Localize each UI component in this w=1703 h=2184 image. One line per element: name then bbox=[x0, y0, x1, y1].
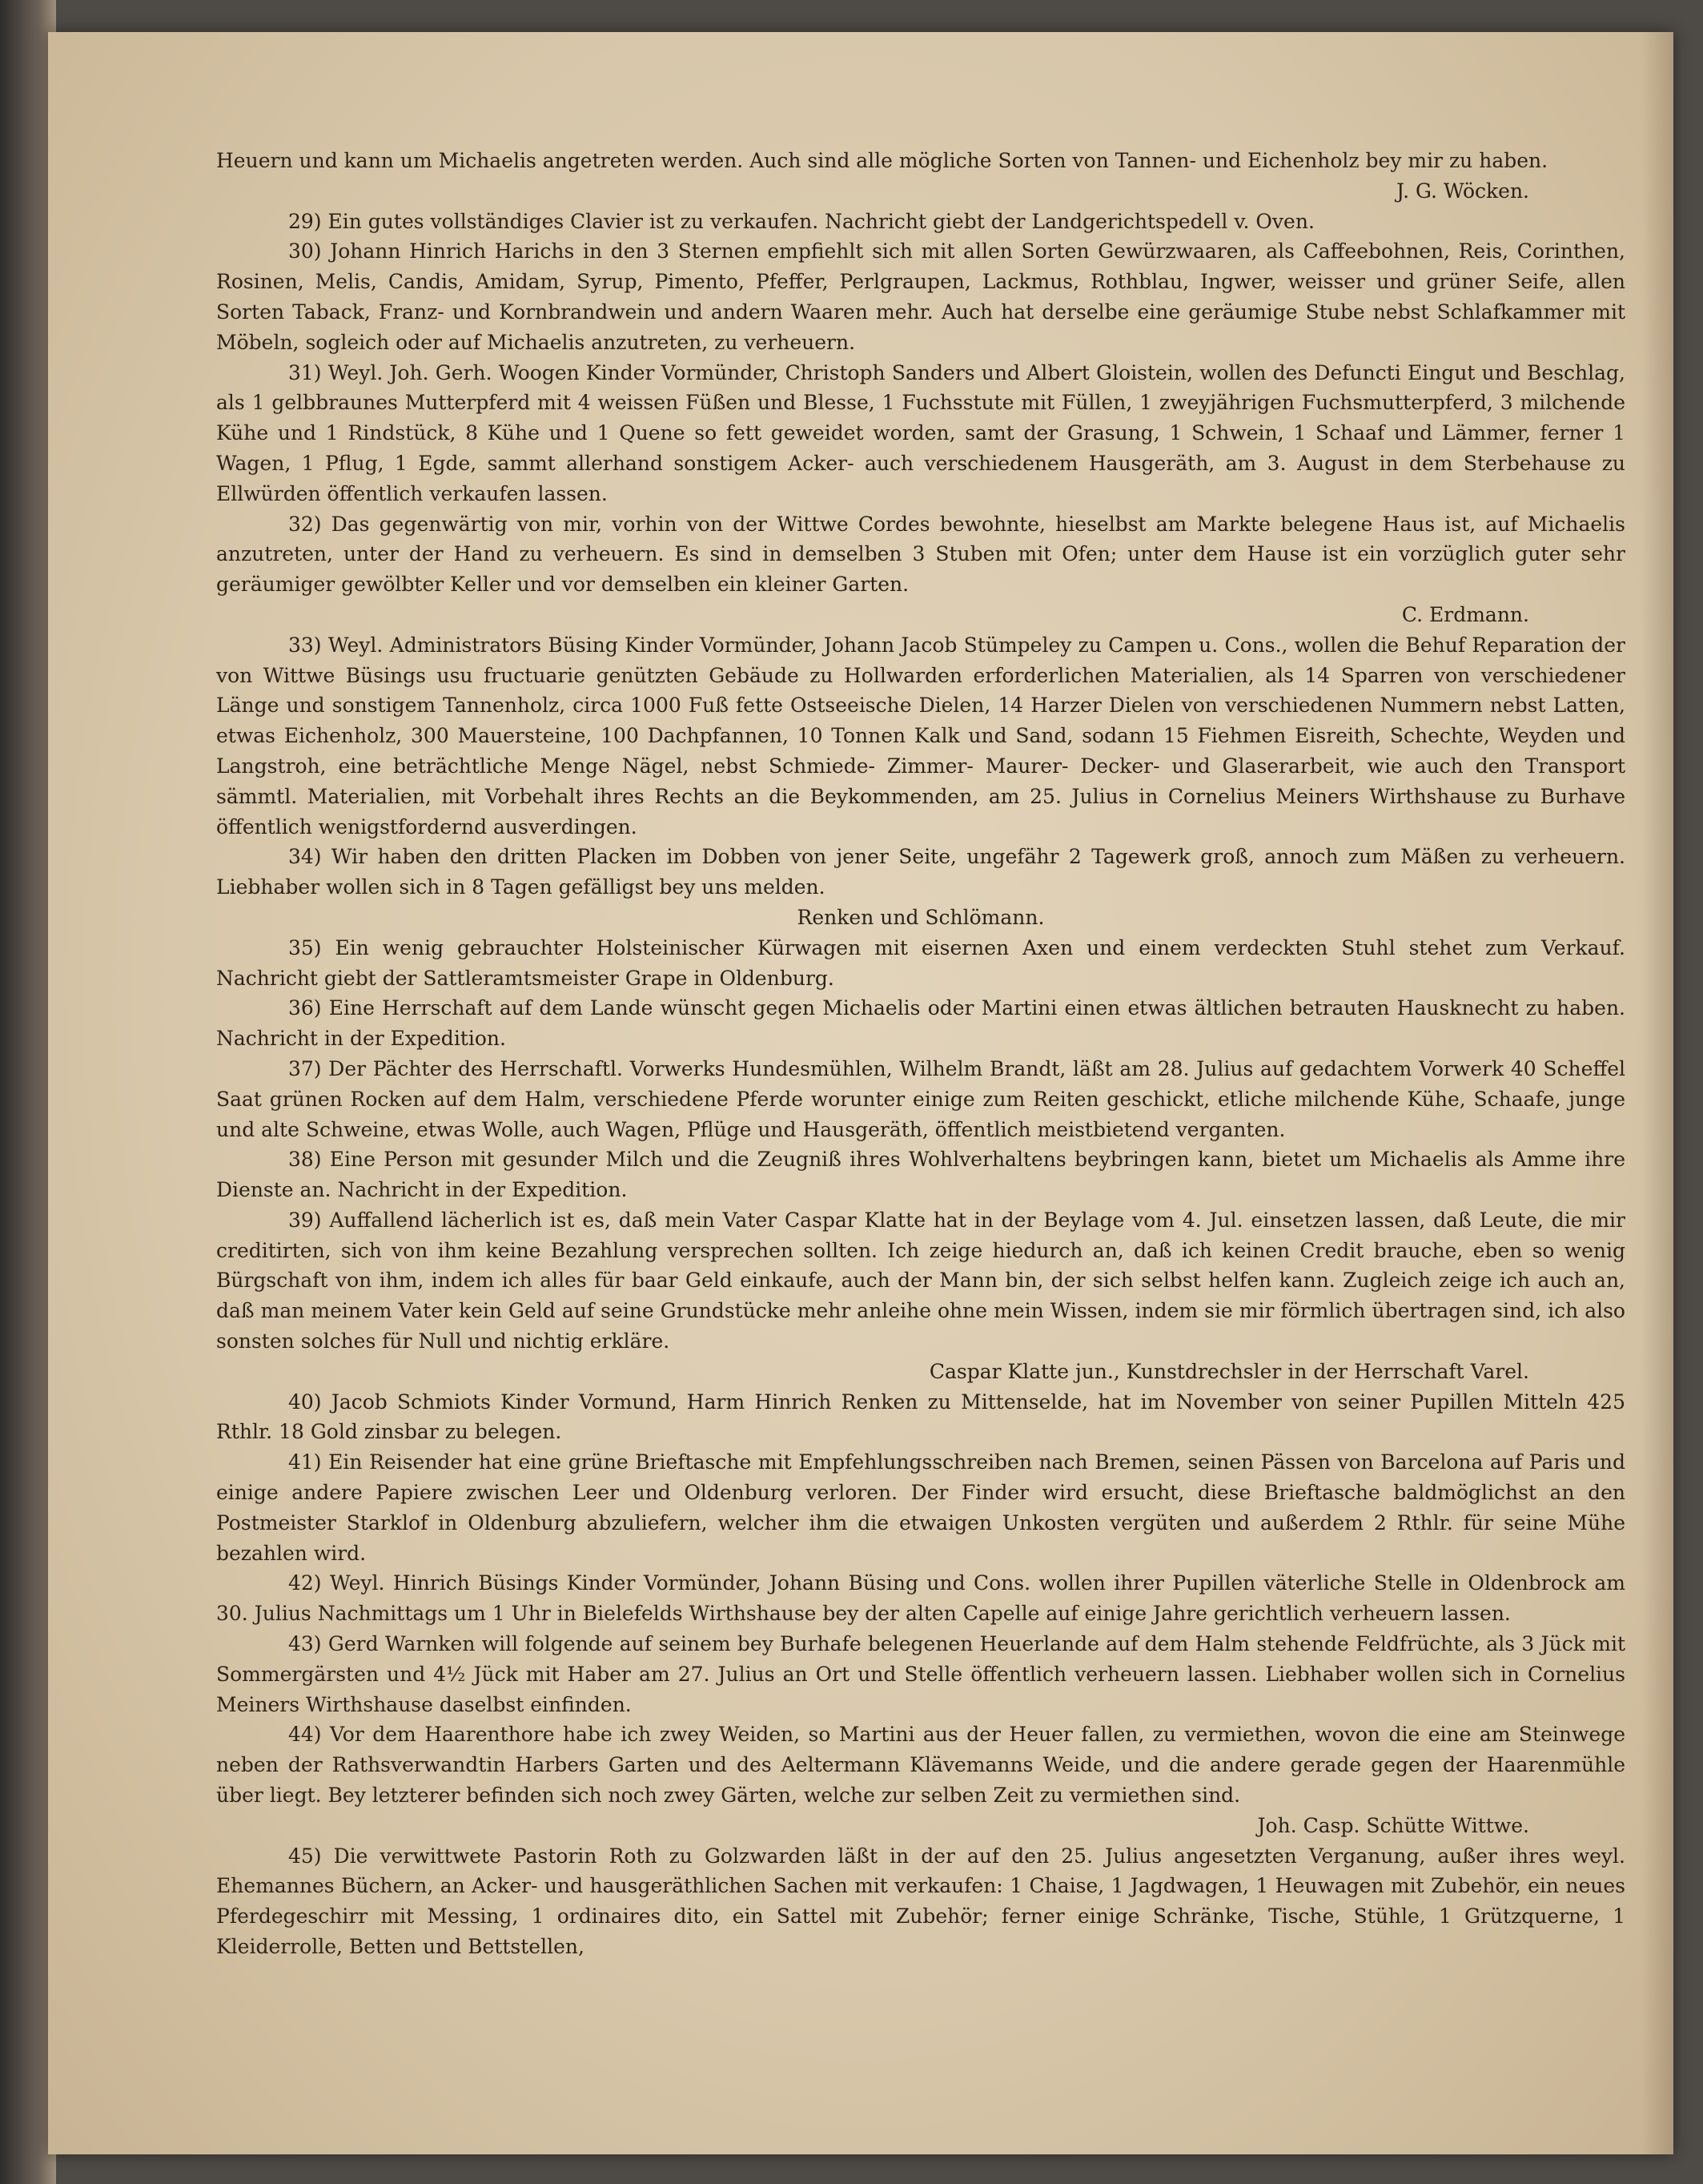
notice-text: 42) Weyl. Hinrich Büsings Kinder Vormünder, Johann Büsing und Cons. wollen ihrer Pupillen väterliche Stelle in Oldenbrock am 30. Julius Nachmittags um 1 Uhr in Bielefelds Wirthshause bey der alten Capelle auf einige Jahre gerichtlich verheuern lassen. bbox=[216, 1571, 1625, 1626]
notice-signature: Caspar Klatte jun., Kunstdrechsler in der Herrschaft Varel. bbox=[929, 1359, 1529, 1383]
notice-signature: J. G. Wöcken. bbox=[1396, 179, 1529, 203]
notice-text: 36) Eine Herrschaft auf dem Lande wünscht gegen Michaelis oder Martini einen etwas ältlichen betrauten Hausknecht zu haben. Nachricht in der Expedition. bbox=[216, 996, 1625, 1051]
notice-text: 43) Gerd Warnken will folgende auf seinem bey Burhafe belegenen Heuerlande auf dem Halm stehende Feldfrüchte, als 3 Jück mit Sommergärsten und 4½ Jück mit Haber am 27. Julius an Ort und Stelle öffentlich verheuern lassen. Liebhaber wollen sich in Cornelius Meiners Wirthshause daselbst einfinden. bbox=[216, 1632, 1625, 1716]
notice-text: 37) Der Pächter des Herrschaftl. Vorwerks Hundesmühlen, Wilhelm Brandt, läßt am 28. Julius auf gedachtem Vorwerk 40 Scheffel Saat grünen Rocken auf dem Halm, verschiedene Pferde worunter einige zum Reiten geschickt, etliche milchende Kühe, Schaafe, junge und alte Schweine, etwas Wolle, auch Wagen, Pflüge und Hausgeräth, öffentlich meistbietend verganten. bbox=[216, 1056, 1625, 1141]
notice-entry bbox=[216, 1568, 1625, 1629]
notice-entry bbox=[216, 1387, 1625, 1448]
notice-signature: Renken und Schlömann. bbox=[797, 905, 1045, 929]
notice-text: 38) Eine Person mit gesunder Milch und die Zeugniß ihres Wohlverhaltens beybringen kann, bietet um Michaelis als Amme ihre Dienste an. Nachricht in der Expedition. bbox=[216, 1148, 1625, 1202]
notice-text: 45) Die verwittwete Pastorin Roth zu Golzwarden läßt in der auf den 25. Julius angesetzten Verganung, außer ihres weyl. Ehemannes Büchern, an Acker- und hausgeräthlichen Sachen mit verkaufen: 1 Chaise, 1 Jagdwagen, 1 Heuwagen mit Zubehör, ein neues Pferdegeschirr mit Messing, 1 ordinaires dito, ein Sattel mit Zubehör; ferner einige Schränke, Tische, Stühle, 1 Grützquerne, 1 Kleiderrolle, Betten und Bettstellen, bbox=[216, 1844, 1625, 1959]
notice-text: 41) Ein Reisender hat eine grüne Brieftasche mit Empfehlungsschreiben nach Bremen, seinen Pässen von Barcelona auf Paris und einige andere Papiere zwischen Leer und Oldenburg verloren. Der Finder wird ersucht, diese Brieftasche baldmöglichst an den Postmeister Starklof in Oldenburg abzuliefern, welcher ihm die etwaigen Unkosten vergüten und außerdem 2 Rthlr. für seine Mühe bezahlen wird. bbox=[216, 1450, 1625, 1565]
notice-entry bbox=[216, 630, 1625, 843]
notice-entry bbox=[216, 509, 1625, 600]
notice-entry bbox=[216, 993, 1625, 1054]
notice-text: 40) Jacob Schmiots Kinder Vormund, Harm Hinrich Renken zu Mittenselde, hat im November von seiner Pupillen Mitteln 425 Rthlr. 18 Gold zinsbar zu belegen. bbox=[216, 1390, 1625, 1444]
notice-entry bbox=[216, 1447, 1625, 1568]
notice-text: 35) Ein wenig gebrauchter Holsteinischer Kürwagen mit eisernen Axen und einem verdeckten Stuhl stehet zum Verkauf. Nachricht giebt der Sattleramtsmeister Grape in Oldenburg. bbox=[216, 935, 1625, 990]
notice-text: 31) Weyl. Joh. Gerh. Woogen Kinder Vormünder, Christoph Sanders und Albert Gloistein, wollen des Defuncti Eingut und Beschlag, als 1 gelbbraunes Mutterpferd mit 4 weissen Füßen und Blesse, 1 Fuchsstute mit Füllen, 1 zweyjährigen Fuchsmutterpferd, 3 milchende Kühe und 1 Rindstück, 8 Kühe und 1 Quene so fett geweidet worden, samt der Grasung, 1 Schwein, 1 Schaaf und Lämmer, ferner 1 Wagen, 1 Pflug, 1 Egde, sammt allerhand sonstigem Acker- auch verschiedenem Hausgeräth, am 3. August in dem Sterbehause zu Ellwürden öffentlich verkaufen lassen. bbox=[216, 360, 1625, 505]
notice-text: 39) Auffallend lächerlich ist es, daß mein Vater Caspar Klatte hat in der Beylage vom 4. Jul. einsetzen lassen, daß Leute, die mir creditirten, sich von ihm keine Bezahlung versprechen sollten. Ich zeige hiedurch an, daß ich keinen Credit brauche, eben so wenig Bürgschaft von ihm, indem ich alles für baar Geld einkaufe, auch der Mann bin, der sich selbst helfen kann. Zugleich zeige ich auch an, daß man meinem Vater kein Geld auf seine Grundstücke mehr anleihe ohne mein Wissen, indem sie mir förmlich übertragen sind, ich also sonsten solches für Null und nichtig erkläre. bbox=[216, 1208, 1625, 1353]
notice-entry bbox=[216, 236, 1625, 357]
notice-text: 32) Das gegenwärtig von mir, vorhin von der Wittwe Cordes bewohnte, hieselbst am Markte belegene Haus ist, auf Michaelis anzutreten, unter der Hand zu verheuern. Es sind in demselben 3 Stuben mit Ofen; unter dem Hause ist ein vorzüglich guter sehr geräumiger gewölbter Keller und vor demselben ein kleiner Garten. bbox=[216, 512, 1625, 597]
notice-signature: C. Erdmann. bbox=[1401, 602, 1529, 626]
notice-text: 29) Ein gutes vollständiges Clavier ist zu verkaufen. Nachricht giebt der Landgerichtspedell v. Oven. bbox=[288, 209, 1315, 233]
page-edge bbox=[1641, 32, 1673, 2154]
notice-text: Heuern und kann um Michaelis angetreten werden. Auch sind alle mögliche Sorten von Tannen- und Eichenholz bey mir zu haben. bbox=[216, 149, 1548, 172]
notice-entry bbox=[216, 1841, 1625, 1962]
notice-entry bbox=[216, 1054, 1625, 1144]
notice-text: 34) Wir haben den dritten Placken im Dobben von jener Seite, ungefähr 2 Tagewerk groß, annoch zum Mäßen zu verheuern. Liebhaber wollen sich in 8 Tagen gefälligst bey uns melden. bbox=[216, 845, 1625, 899]
notice-entry bbox=[216, 1205, 1625, 1357]
notice-entry bbox=[216, 933, 1625, 994]
notice-entry bbox=[216, 1144, 1625, 1205]
notice-entry bbox=[216, 358, 1625, 509]
notice-entry bbox=[216, 1629, 1625, 1719]
notice-text: 30) Johann Hinrich Harichs in den 3 Sternen empfiehlt sich mit allen Sorten Gewürzwaaren, als Caffeebohnen, Reis, Corinthen, Rosinen, Melis, Candis, Amidam, Syrup, Pimento, Pfeffer, Perlgraupen, Lackmus, Rothblau, Ingwer, weisser und grüner Seife, allen Sorten Taback, Franz- und Kornbrandwein und andern Waaren mehr. Auch hat derselbe eine geräumige Stube nebst Schlafkammer mit Möbeln, sogleich oder auf Michaelis anzutreten, zu verheuern. bbox=[216, 239, 1625, 354]
page-body-text bbox=[216, 146, 1625, 1972]
notice-entry bbox=[216, 207, 1625, 237]
notice-entry bbox=[216, 842, 1625, 903]
notice-text: 44) Vor dem Haarenthore habe ich zwey Weiden, so Martini aus der Heuer fallen, zu vermiethen, wovon die eine am Steinwege neben der Rathsverwandtin Harbers Garten und des Aeltermann Klävemanns Weide, und die andere gerade gegen der Haarenmühle über liegt. Bey letzterer befinden sich noch zwey Gärten, welche zur selben Zeit zu vermiethen sind. bbox=[216, 1723, 1625, 1808]
notice-text: 33) Weyl. Administrators Büsing Kinder Vormünder, Johann Jacob Stümpeley zu Campen u. Cons., wollen die Behuf Reparation der von Wittwe Büsings usu fructuarie genützten Gebäude zu Hollwarden erforderlichen Materialien, als 14 Sparren von verschiedener Länge und sonstigem Tannenholz, circa 1000 Fuß fette Ostseeische Dielen, 14 Harzer Dielen von verschiedenen Nummern nebst Latten, etwas Eichenholz, 300 Mauersteine, 100 Dachpfannen, 10 Tonnen Kalk und Sand, sodann 15 Fiehmen Eisreith, Schechte, Weyden und Langstroh, eine beträchtliche Menge Nägel, nebst Schmiede- Zimmer- Maurer- Decker- und Glaserarbeit, wie auch den Transport sämmtl. Materialien, mit Vorbehalt ihres Rechts an die Beykommenden, am 25. Julius in Cornelius Meiners Wirthshause zu Burhave öffentlich wenigstfordernd ausverdingen. bbox=[216, 633, 1625, 839]
notice-signature: Joh. Casp. Schütte Wittwe. bbox=[1257, 1813, 1529, 1837]
notice-entry bbox=[216, 1719, 1625, 1810]
notice-entry bbox=[216, 146, 1625, 176]
